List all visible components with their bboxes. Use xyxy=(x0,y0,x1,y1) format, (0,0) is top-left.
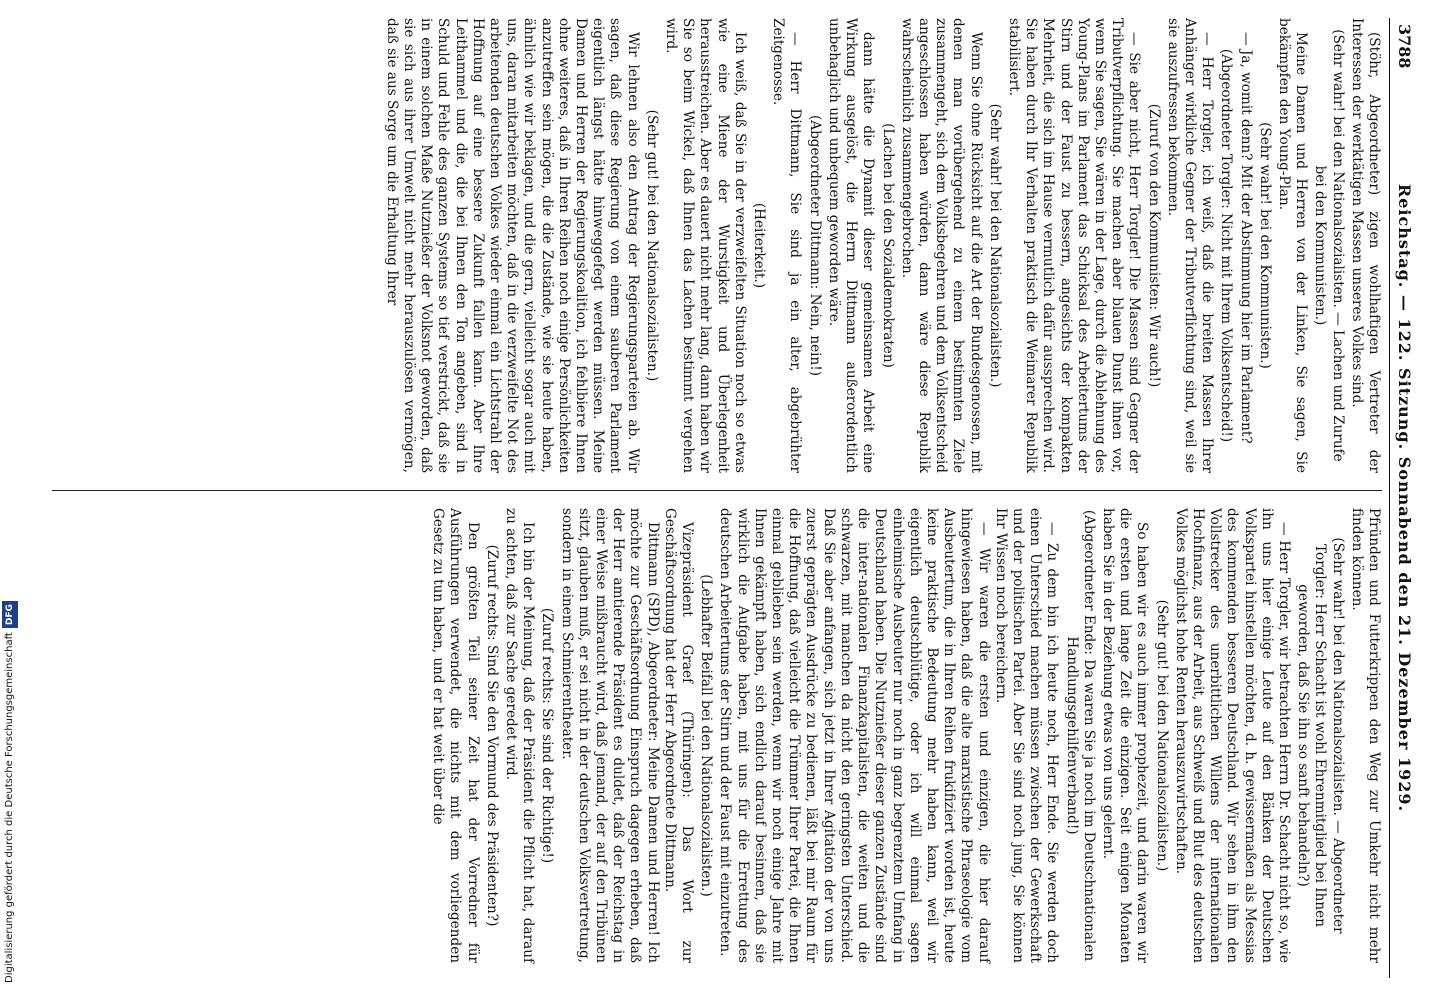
paragraph: — Herr Torgler, ich weiß, daß die breiten Massen Ihrer Anhänger wirkliche Gegner der Tributverflichtung sind, weil sie sie auszufressen bekommen. xyxy=(1164,18,1216,473)
interjection: (Sehr wahr! bei den Nationalsozialisten. — Abgeordneter Torgler: Herr Schacht ist wohl Ehrenmitglied bei Ihnen geworden, daß Sie ihn so sanft behandeln?) xyxy=(1295,537,1346,934)
paragraph: Dittmann (SPD), Abgeordneter: Meine Damen und Herren! Ich möchte zur Geschäftsordnung Einspruch dagegen erheben, daß der Herr amtierende Präsident es duldet, daß der Reichstag in einer Weise mißbraucht wird, daß jemand, der auf den Tribünen sitzt, glauben muß, er sei nicht in der deutschen Volksvertretung, sondern in einem Schmierentheater. xyxy=(558,508,661,963)
interjection: (Sehr gut! bei den Nationalsozialisten.) xyxy=(643,109,660,382)
interjection: (Sehr wahr! bei den Nationalsozialisten.) xyxy=(986,103,1003,388)
paragraph: — Zu dem bin ich heute noch, Herr Ende. Sie werden doch einen Unterschied machen müssen zwischen der Gewerkschaft und der politischen Partei. Aber Sie sind noch jung, Sie können Ihr Wissen noch bereichern. xyxy=(992,508,1061,963)
page-number: 3788 xyxy=(1395,24,1414,69)
watermark-text: Digitalisierung gefördert durch die Deutsche ForschungsgemeinschaftDFG xyxy=(2,3,18,983)
paragraph: Den größten Teil seiner Zeit hat der Vorredner für Ausführungen verwendet, die nichts mit dem vorliegenden Gesetz zu tun haben, und er hat weit über die xyxy=(430,508,481,963)
paragraph: — Sie aber nicht, Herr Torgler! Die Massen sind Gegner der Tributverpflichtung. Sie machen aber blauen Dunst ihnen vor, wenn Sie sagen, Sie wären in der Lage, durch die Ablehnung des Young-Plans im Parlament das Schicksal des Arbeitertums der Stirn und der Faust zu bessern, angesichts der kompakten Mehrheit, die sich im Hause vermutlich dafür aussprechen wird. Sie haben durch Ihr Verhalten praktisch die Weimarer Republik stabilisiert. xyxy=(1005,18,1143,473)
watermark-strip xyxy=(0,0,16,1000)
paragraph: dann hätte die Dynamit dieser gemeinsamen Arbeit eine Wirkung ausgelöst, die Herrn Dittmann außerordentlich unbehaglich und unbequem geworden wäre. xyxy=(825,18,877,473)
paragraph: — Herr Dittmann, Sie sind ja ein alter, abgebrühter Zeitgenosse. xyxy=(770,18,804,473)
interjection: (Abgeordneter Torgler: Nicht mit Ihrem Volksentscheid!) xyxy=(1218,48,1235,443)
right-column xyxy=(42,508,1382,963)
left-column xyxy=(42,18,1382,473)
paragraph: (Stöhr, Abgeordneter) zigen wohlhaftigen Vertreter der Interessen der werktätigen Massen unseres Volkes sind. xyxy=(1348,18,1382,473)
document-page xyxy=(34,0,1434,1000)
paragraph: — Wir waren die ersten und einzigen, die hier darauf hingewiesen haben, daß die alte marxistische Phraseologie vom Ausbeutertum, die in Ihren Reihen frukifiziert worden ist, heute keine praktische Bedeutung mehr haben kann, weil wir eigentlich deutschblütige, oder ich will einmal sagen einheimische Ausbeuter nur noch in ganz begrenztem Umfang in Deutschland haben. Die Nutznießer dieser ganzen Zustände sind die inter-nationalen Finanzkapitalisten, die weiten und die schwarzen, mit manchen da nicht den geringsten Unterschied. Daß Sie aber anfangen, sich jetzt in Ihrer Agitation der von uns zuerst geprägten Ausdrücke zu bedienen, läßt bei mir Raum für die Hoffnung, daß vielleicht die Trümmer Ihrer Partei, die Ihnen einmal geblieben sein werden, wenn wir noch einige Jahre mit Ihnen gekämpft haben, sich endlich darauf besinnen, daß sie wirklich die Aufgabe haben, mit uns für die Errettung des deutschen Arbeitertums der Stirn und der Faust mit einzutreten. xyxy=(717,508,992,963)
interjection: (Sehr gut! bei den Nationalsozialisten.) xyxy=(1153,599,1170,872)
column-divider xyxy=(52,490,1382,491)
paragraph: Vizepräsident Graef (Thüringen): Das Wort zur Geschäftsordnung hat der Herr Abgeordnete Dittmann. xyxy=(661,508,696,963)
paragraph: Wir lehnen also den Antrag der Regierungsparteien ab. Wir sagen, daß diese Regierung von einem sauberen Parlament eigentlich längst hätte hinweggefegt werden müssen. Meine Damen und Herren der Regierungskoalition, ich fehlbiere Ihnen ohne weiteres, daß in Ihren Reihen noch einige Persönlichkeiten anzutreffen sein mögen, die die Zustände, wie sie heute haben, ähnlich wie wir beklagen, und die gern, vielleicht sogar auch mit uns, daran mitarbeiten möchten, daß in die verzweifelte Not des arbeitenden deutschen Volkes wieder einmal ein Lichtstrahl der Hoffnung auf eine bessere Zukunft fallen kann. Aber Ihre Leithammel und die, die bei Ihnen den Ton angeben, sind in Schuld und Fehle des ganzen Systems so tief verstrickt, daß sie in einem solchen Maße Nutznießer der Volksnot geworden, daß sie sich aus ihrer Umwelt nicht mehr herauszulösen vermögen, daß sie aus Sorge um die Erhaltung Ihrer xyxy=(383,18,641,473)
interjection: (Sehr wahr! bei den Nationalsozialisten. — Lachen und Zurufe bei den Kommunisten.) xyxy=(1312,29,1346,462)
paragraph: Pfründen und Futterkrippen den Weg zur Umkehr nicht mehr finden können. xyxy=(1348,508,1382,963)
interjection: (Lebhafter Beifall bei den Nationalsozialisten.) xyxy=(698,574,715,897)
interjection: (Zuruf rechts: Sind Sie den Vormund des Präsidenten?) xyxy=(483,544,500,927)
interjection: (Zuruf rechts: Sie sind der Richtige!) xyxy=(539,607,556,864)
paragraph: Meine Damen und Herren von der Linken, Sie sagen, Sie bekämpfen den Young-Plan. xyxy=(1275,18,1310,473)
interjection: (Abgeordneter Dittmann: Nein, nein!) xyxy=(806,114,823,376)
paragraph: Wenn Sie ohne Rücksicht auf die Art der Bundesgenossen, mit denen man vorübergehend zu einem bestimmten Ziele zusammengeht, sich dem Volksbegehren und dem Volksentscheid angeschlossen haben würden, dann wäre diese Republik wahrscheinlich zusammengebrochen. xyxy=(898,18,984,473)
interjection: (Sehr wahr! bei den Kommunisten.) xyxy=(1256,122,1273,369)
page-header xyxy=(1389,18,1416,978)
interjection: (Lachen bei den Sozialdemokraten) xyxy=(879,123,896,368)
paragraph: — Herr Torgler, wir betrachten Herrn Dr. Schacht nicht so, wie ihn uns hier einige Leute auf den Bänken der Deutschen Volkspartei hinstellen möchten, d. h. gewissermaßen als Messias des kommenden besseren Deutschland. Wir sehen in ihm den Vollstrecker des unerbittlichen Willens der internationalen Hochfinanz, aus der Arbeit, aus Schweiß und Blut des deutschen Volkes möglichst hohe Renten herauszuwirtschaften. xyxy=(1172,508,1292,963)
interjection: (Zuruf von den Kommunisten: Wir auch!) xyxy=(1145,103,1162,388)
dfg-logo: DFG xyxy=(2,601,18,628)
paragraph: Ich weiß, daß Sie in der verzweifelten Situation noch so etwas wie eine Miene der Wurstigkeit und Überlegenheit herausstreichen. Aber es dauert nicht mehr lang, dann haben wir Sie so beim Wickel, daß Ihnen das Lachen bestimmt vergehen wird. xyxy=(663,18,748,473)
paragraph: Ich bin der Meinung, daß der Präsident die Pflicht hat, darauf zu achten, daß zur Sache geredet wird. xyxy=(503,508,537,963)
paragraph: So haben wir es auch immer prophezeit, und darin waren wir die ersten und lange Zeit die einzigen. Seit einigen Monaten haben Sie in der Beziehung etwas von uns gelernt. xyxy=(1099,508,1151,963)
paragraph: — Ja, womit denn? Mit der Abstimmung hier im Parlament? xyxy=(1237,32,1254,444)
page-title: Reichstag. — 122. Sitzung. Sonnabend den 21. Dezember 1929. xyxy=(1395,183,1414,813)
interjection: (Heiterkeit.) xyxy=(751,202,768,289)
interjection: (Abgeordneter Ende: Da waren Sie ja noch im Deutschnationalen Handlungsgehilfenverband!) xyxy=(1063,509,1097,962)
